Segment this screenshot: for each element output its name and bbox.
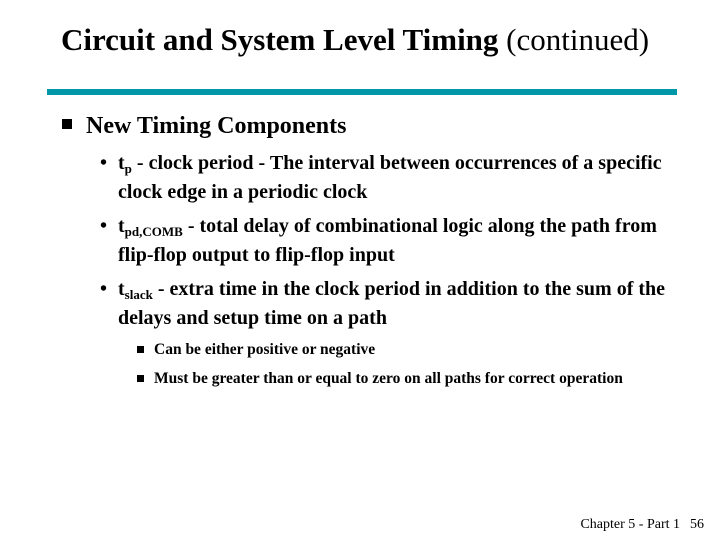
- round-bullet-icon: •: [100, 278, 108, 300]
- square-bullet-icon: [137, 346, 144, 353]
- bullet-symbol: t: [118, 152, 125, 174]
- bullet-symbol: t: [118, 278, 125, 300]
- round-bullet-icon: •: [100, 215, 108, 237]
- square-bullet-icon: [137, 375, 144, 382]
- subbullet-text: Must be greater than or equal to zero on all paths for correct operation: [154, 370, 623, 387]
- bullet-subscript: pd,COMB: [124, 224, 183, 239]
- title-divider: [47, 89, 677, 95]
- slide-title: [0, 22, 710, 58]
- subbullet-sign: [137, 337, 637, 363]
- subbullet-text: Can be either positive or negative: [154, 341, 376, 358]
- footer-chapter: Chapter 5 - Part 1: [580, 517, 680, 532]
- bullet-subscript: slack: [124, 287, 153, 302]
- bullet-clock-period: [100, 149, 670, 207]
- level1-text: New Timing Components: [86, 113, 347, 139]
- page-number: 56: [690, 517, 704, 532]
- bullet-text: - clock period - The interval between occurrences of a specific clock edge in a periodic clock: [118, 152, 662, 203]
- level1-bullet: [62, 112, 346, 140]
- bullet-symbol: t: [118, 215, 125, 237]
- bullet-text: - total delay of combinational logic along the path from flip-flop output to flip-flop input: [118, 215, 657, 266]
- bullet-slack: [100, 275, 670, 333]
- slide-title-main: Circuit and System Level Timing: [60, 22, 499, 57]
- slide-title-suffix: (continued): [506, 22, 650, 57]
- round-bullet-icon: •: [100, 152, 108, 174]
- bullet-subscript: p: [124, 161, 132, 176]
- bullet-combinational-delay: [100, 212, 670, 270]
- slide-footer: [580, 517, 704, 533]
- subbullet-nonnegative: [137, 366, 637, 392]
- square-bullet-icon: [62, 119, 72, 129]
- bullet-text: - extra time in the clock period in addition to the sum of the delays and setup time on a path: [118, 278, 666, 329]
